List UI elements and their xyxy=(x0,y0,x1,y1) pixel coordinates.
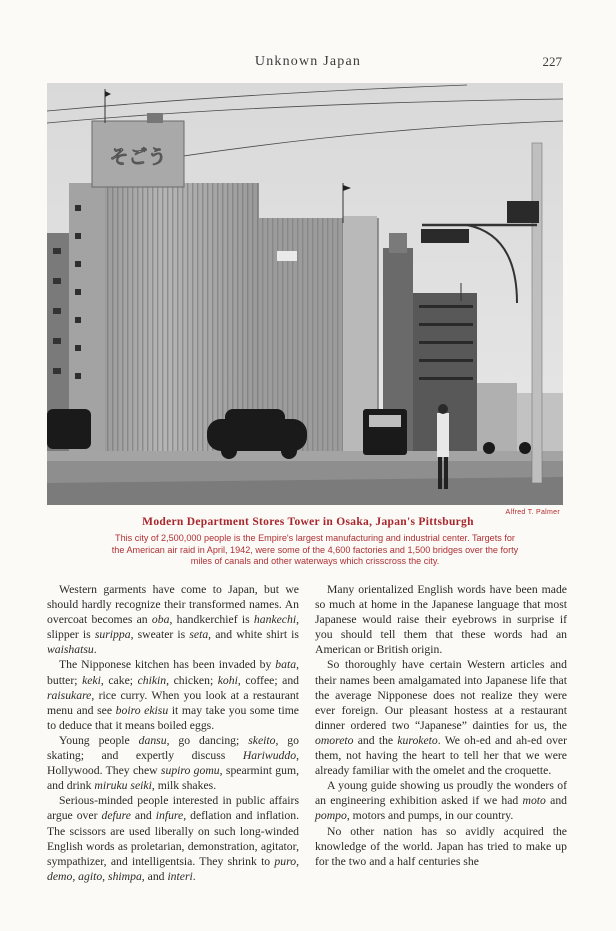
text-run: , deflation and inflation. The scissors are used liberally on such long-winded English words as proletarian, demonstration, agitator, sympathizer, and intelligentsia. They shrink to xyxy=(47,809,300,868)
text-run: and xyxy=(144,869,168,883)
italic-term: dansu xyxy=(138,733,167,747)
italic-term: defure xyxy=(101,809,131,823)
body-paragraph xyxy=(47,793,299,884)
italic-term: supiro gomu xyxy=(160,764,220,778)
text-run: , motors and pumps, in our country. xyxy=(346,809,514,823)
italic-term: pompo xyxy=(315,809,347,823)
photo-credit: Alfred T. Palmer xyxy=(505,509,560,516)
text-run: , butter; xyxy=(47,658,299,687)
text-run: The Nipponese kitchen has been invaded by xyxy=(59,658,276,672)
text-run: , Hollywood. They chew xyxy=(47,749,299,778)
text-run: , handkerchief is xyxy=(169,613,254,627)
italic-term: surippa xyxy=(94,628,131,642)
italic-term: keki xyxy=(82,673,101,687)
page-number: 227 xyxy=(542,54,562,69)
italic-term: kohi xyxy=(217,673,238,687)
text-run: . We oh-ed and ah-ed over them, not having the heart to tell her that we were already familiar with the omelet and the croquette. xyxy=(315,733,568,778)
italic-term: kuroketo xyxy=(397,733,438,747)
body-column-right xyxy=(315,582,567,869)
italic-term: skeito xyxy=(248,733,276,747)
text-run: and xyxy=(545,794,568,808)
body-paragraph xyxy=(47,657,299,732)
italic-term: moto xyxy=(522,794,546,808)
italic-term: chikin xyxy=(137,673,167,687)
text-run: , and white shirt is xyxy=(208,628,299,642)
body-paragraph xyxy=(47,733,299,793)
figure-caption-title: Modern Department Stores Tower in Osaka, Japan's Pittsburgh xyxy=(142,516,474,528)
text-run: , chicken; xyxy=(166,673,218,687)
italic-term: oba xyxy=(151,613,170,627)
body-paragraph xyxy=(47,582,299,657)
italic-term: raisukare xyxy=(47,688,92,702)
italic-term: Hariwuddo xyxy=(242,749,297,763)
text-run: , slipper is xyxy=(47,613,300,642)
text-run: , cake; xyxy=(100,673,138,687)
text-run: Serious-minded people interested in public affairs argue over xyxy=(47,794,299,823)
text-run: A young guide showing us proudly the wonders of an engineering exhibition asked if we had xyxy=(315,779,567,808)
text-run: Young people xyxy=(59,733,139,747)
text-run: Western garments have come to Japan, but we should hardly recognize their transformed names. An overcoat becomes an xyxy=(47,583,299,627)
italic-term: miruku seiki xyxy=(94,779,152,793)
text-run: , go dancing; xyxy=(166,733,249,747)
italic-term: infure xyxy=(155,809,184,823)
text-run: So thoroughly have certain Western articles and their names been amalgamated into Japanese life that the average Nipponese does not realize they were ever foreign. Our pleasant hostess at a restaurant dinner ordered two “Japanese” dainties for us, the xyxy=(315,658,567,732)
text-run: and the xyxy=(353,733,398,747)
photo-osaka-department-store xyxy=(47,83,563,505)
caption-line: miles of canals and other waterways which crisscross the city. xyxy=(190,556,440,566)
text-run: . xyxy=(192,869,196,883)
text-run: , coffee; and xyxy=(237,673,300,687)
running-title: Unknown Japan xyxy=(254,54,362,69)
figure-caption-body xyxy=(66,533,564,568)
italic-term: omoreto xyxy=(315,733,354,747)
italic-term: puro, demo, agito, shimpa, xyxy=(47,854,299,883)
caption-line: This city of 2,500,000 people is the Empire's largest manufacturing and industrial center. Targets for xyxy=(115,533,515,543)
body-paragraph xyxy=(315,778,567,823)
text-run: Many orientalized English words have been made so much at home in the Japanese language that most Japanese would raise their eyebrows in surprise if you should tell them that these words had an American or British origin. xyxy=(315,583,567,657)
text-run: , milk shakes. xyxy=(151,779,217,793)
italic-term: bata xyxy=(275,658,297,672)
text-run: , rice curry. When you look at a restaurant menu and see xyxy=(47,688,299,717)
text-run: , spearmint gum, and drink xyxy=(47,764,299,793)
caption-line: the American air raid in April, 1942, were some of the 4,600 factories and 1,500 bridges over the forty xyxy=(111,544,519,555)
italic-term: interi xyxy=(167,869,193,883)
body-paragraph xyxy=(315,657,567,778)
rooftop-sign: そごう xyxy=(109,146,167,168)
italic-term: seta xyxy=(189,628,209,642)
text-run: . xyxy=(93,643,97,657)
text-run: it may take you some time to deduce that it means boiled eggs. xyxy=(47,703,299,732)
italic-term: boiro ekisu xyxy=(115,703,169,717)
body-paragraph xyxy=(315,824,567,869)
italic-term: hankechi xyxy=(253,613,297,627)
body-paragraph xyxy=(315,582,567,657)
text-run: No other nation has so avidly acquired the knowledge of the world. Japan has tried to make up for the two and a half centuries she xyxy=(315,824,567,868)
text-run: and xyxy=(130,809,156,823)
text-run: , go skating; and expertly discuss xyxy=(47,733,299,763)
body-column-left xyxy=(47,582,299,884)
text-run: , sweater is xyxy=(130,628,190,642)
italic-term: waishatsu xyxy=(47,643,94,657)
